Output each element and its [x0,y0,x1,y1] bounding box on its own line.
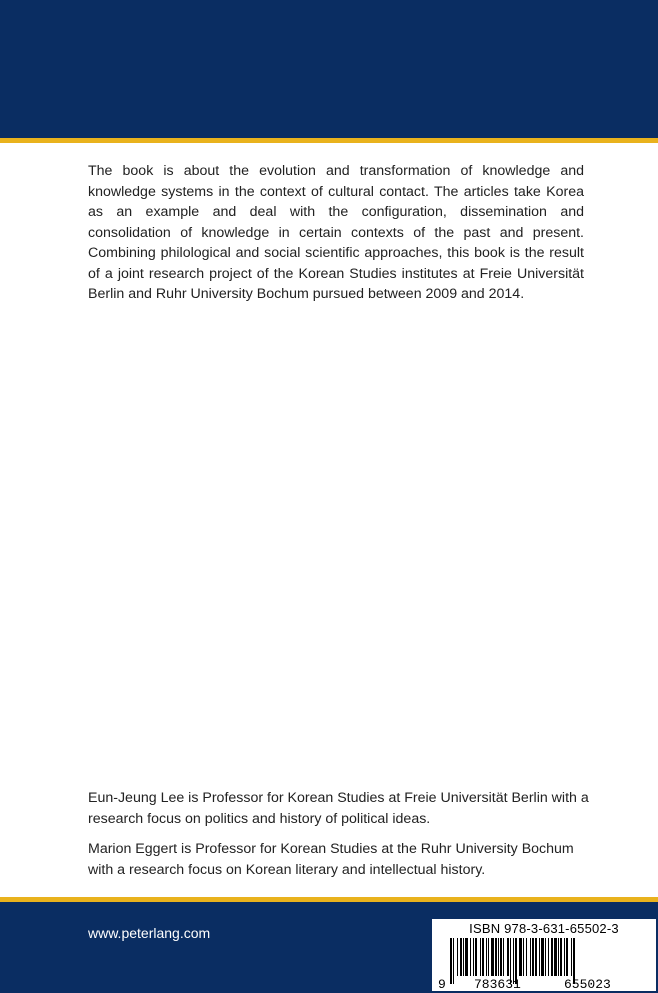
barcode-bar [498,938,499,976]
top-gold-stripe [0,138,658,143]
barcode-bar [545,938,546,976]
barcode-left-digits: 783631 [474,977,521,990]
barcode-bar [532,938,534,976]
barcode-bar [530,938,531,976]
barcode-bar [535,938,537,976]
book-blurb: The book is about the evolution and transformation of knowledge and knowledge systems in the context of cultural contact. The articles take Korea as an example and deal with the configuration, dissemination and consolidation of knowledge in certain contexts of the past and present. Combining philological and social scientific approaches, this book is the result of a joint research project of the Korean Studies institutes at Freie Universität Berlin and Ruhr University Bochum pursued between 2009 and 2014. [88,163,584,302]
barcode-icon [436,938,652,990]
barcode-bar [486,938,487,976]
barcode-bar [460,938,462,976]
barcode-bar [491,938,494,976]
barcode-bar [554,938,557,976]
barcode-lead-digit: 9 [438,977,446,990]
barcode-bar [482,938,484,976]
barcode-right-digits: 655023 [564,977,611,990]
barcode-bar [560,938,562,976]
isbn-label: ISBN 978-3-631-65502-3 [469,921,619,936]
barcode-bar [475,938,477,976]
barcode-bar [558,938,559,976]
author-bios [88,788,598,890]
author-bio-lee: Eun-Jeung Lee is Professor for Korean Studies at Freie Universität Berlin with a research focus on politics and history of political ideas. [88,790,589,827]
barcode-bar [453,938,454,984]
barcode-bar [488,938,489,976]
barcode-bar [526,938,527,976]
barcode-bar [500,938,502,976]
barcode-bar [571,938,572,976]
barcode-bar [519,938,522,976]
barcode-bar [470,938,471,976]
barcode-bar [457,938,458,976]
barcode-bar [465,938,468,976]
barcode-bar [450,938,452,984]
barcode-bar [523,938,524,976]
barcode-bar [566,938,568,976]
isbn-barcode-box [432,919,656,991]
top-navy-band [0,0,658,138]
barcode-bar [564,938,565,976]
barcode-bar [503,938,504,976]
barcode-bar [473,938,474,976]
barcode-bar [495,938,497,976]
barcode-bar [480,938,481,976]
barcode-bar [463,938,464,976]
barcode-bar [507,938,509,976]
barcode-bar [548,938,549,976]
barcode-bar [539,938,540,976]
author-bio-eggert: Marion Eggert is Professor for Korean Studies at the Ruhr University Bochum with a research focus on Korean literary and intellectual history. [88,841,574,878]
publisher-website-link[interactable]: www.peterlang.com [88,925,211,941]
barcode-bar [541,938,544,976]
barcode-bar [551,938,553,976]
